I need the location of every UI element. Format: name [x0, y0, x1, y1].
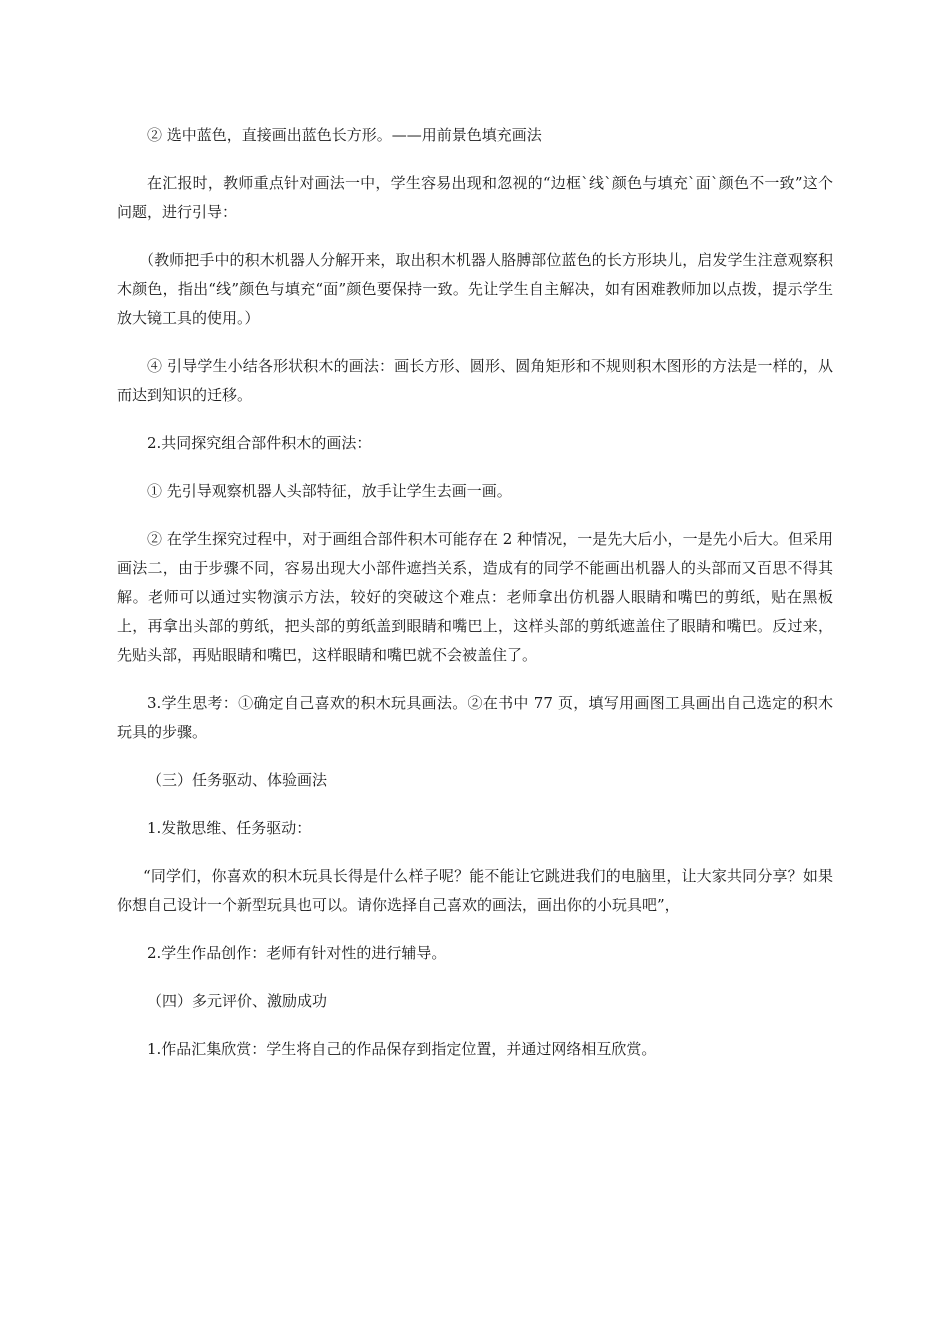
paragraph-report-guidance: 在汇报时，教师重点针对画法一中，学生容易出现和忽视的“边框`线`颜色与填充`面`颜色不一致”这个问题，进行引导： [117, 174, 833, 221]
document-page [117, 121, 833, 1083]
paragraph-summary: ④ 引导学生小结各形状积木的画法：画长方形、圆形、圆角矩形和不规则积木图形的方法是一样的，从而达到知识的迁移。 [117, 357, 833, 404]
paragraph-explore-process: ② 在学生探究过程中，对于画组合部件积木可能存在 2 种情况，一是先大后小，一是先小后大。但采用画法二，由于步骤不同，容易出现大小部件遮挡关系，造成有的同学不能画出机器人的头部而又百思不得其解。老师可以通过实物演示方法，较好的突破这个难点：老师拿出仿机器人眼睛和嘴巴的剪纸，贴在黑板上，再拿出头部的剪纸，把头部的剪纸盖到眼睛和嘴巴上，这样头部的剪纸遮盖住了眼睛和嘴巴。反过来，先贴头部，再贴眼睛和嘴巴，这样眼睛和嘴巴就不会被盖住了。 [117, 530, 833, 664]
paragraph-creation: 2.学生作品创作：老师有针对性的进行辅导。 [147, 944, 447, 962]
paragraph-teacher-demo: （教师把手中的积木机器人分解开来，取出积木机器人胳膊部位蓝色的长方形块儿，启发学生注意观察积木颜色，指出“线”颜色与填充“面”颜色要保持一致。先让学生自主解决，如有困难教师加以点拨，提示学生放大镜工具的使用。） [117, 251, 833, 327]
paragraph-section-2: 2.共同探究组合部件积木的画法： [147, 434, 372, 452]
paragraph-appreciation: 1.作品汇集欣赏：学生将自己的作品保存到指定位置，并通过网络相互欣赏。 [147, 1040, 657, 1058]
paragraph-section-3: 3.学生思考：①确定自己喜欢的积木玩具画法。②在书中 77 页，填写用画图工具画出自己选定的积木玩具的步骤。 [117, 694, 833, 741]
paragraph-divergent-thinking: 1.发散思维、任务驱动： [147, 819, 312, 837]
heading-evaluation: （四）多元评价、激励成功 [147, 992, 328, 1010]
paragraph-fill-method: ② 选中蓝色，直接画出蓝色长方形。——用前景色填充画法 [147, 126, 542, 144]
heading-task-driven: （三）任务驱动、体验画法 [147, 771, 328, 789]
paragraph-quote: “同学们，你喜欢的积木玩具长得是什么样子呢？能不能让它跳进我们的电脑里，让大家共同分享？如果你想自己设计一个新型玩具也可以。请你选择自己喜欢的画法，画出你的小玩具吧”， [117, 867, 833, 914]
paragraph-observe-head: ① 先引导观察机器人头部特征，放手让学生去画一画。 [147, 482, 512, 500]
